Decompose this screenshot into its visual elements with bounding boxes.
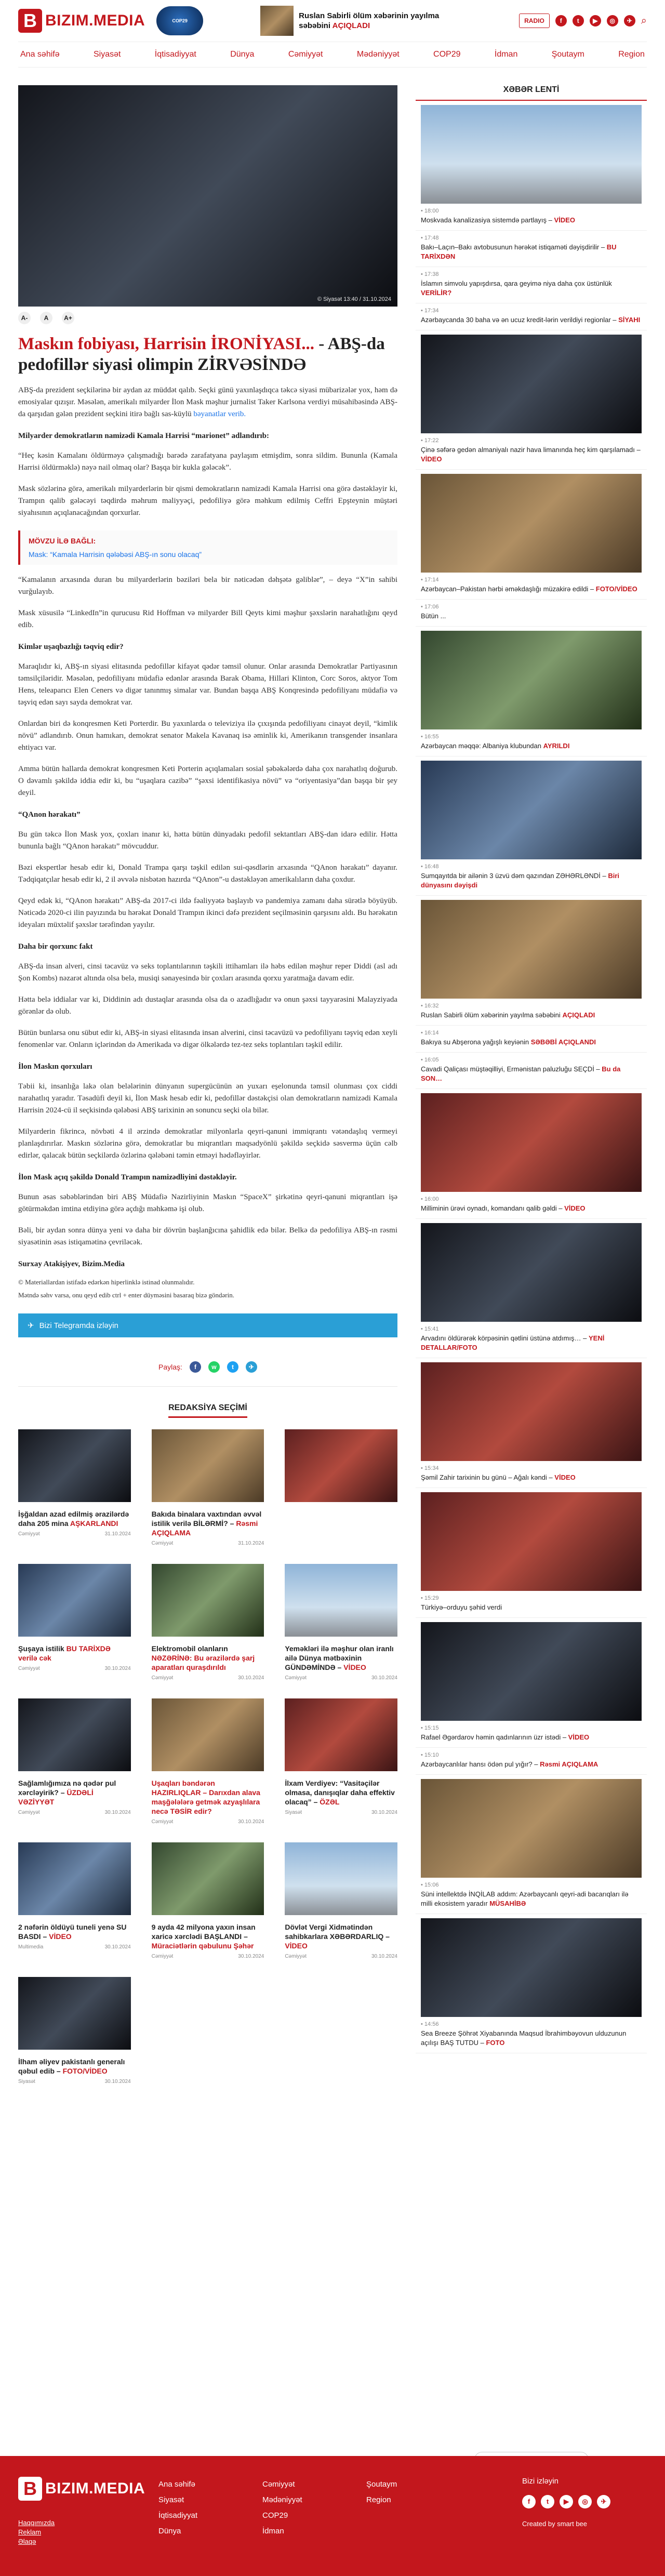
youtube-icon[interactable]: ▶ [560,2495,573,2508]
logo-text: BIZIM.MEDIA [45,12,145,29]
article-title: Maskın fobiyası, Harrisin İRONİYASI... - ABŞ-da pedofillər siyasi olimpin ZİRVƏSİNDƏ [18,335,385,374]
copyright-note: © Materiallardan istifadə edərkən hiperlinklə istinad olunmalıdır. [18,1278,195,1286]
editor-card[interactable] [18,1842,131,1959]
news-feed-item[interactable] [416,1026,647,1053]
card-category: Cəmiyyət [285,1954,307,1959]
paragraph: ABŞ-da prezident seçkilərinə bir aydan az müddət qalıb. Seçki günü yaxınlaşdıqca təkcə siyasi mübarizələr yox, həm də emosiyalar qızışır. Məsələn, amerikalı milyarder İlon Mask məşhur jurnalist Taker Karlsona verdiyi müsahibəsində ABŞ-da qarşıdan gələn prezident seçkini itirə bağlı sas-küylü bəyanatlar verib. [18,386,397,418]
card-date: 30.10.2024 [371,1954,397,1959]
news-feed-time: • 15:06 [421,1882,439,1888]
card-image [18,1698,131,1771]
paragraph: Bunun əsas səbəblərindən biri ABŞ Müdafiə Nazirliyinin Maskın “SpaceX” şirkətinə qeyri-qanuni miqrantları işə götürməkdən imtina etdiyinə görə açdığı məhkəmə işi olub. [18,1193,397,1213]
editor-card[interactable] [18,1977,131,2084]
card-title: Yeməkləri ilə məşhur olan iranlı ailə Dünya mətbəxinin GÜNDƏMİNDƏ – VİDEO [285,1644,394,1671]
news-feed-image [421,335,642,433]
share-label: Paylaş: [158,1363,182,1371]
logo-mark: B [18,9,42,33]
paragraph: Bəli, bir aydan sonra dünya yeni və daha bir dövrün başlanğıcına şahidlik edə bilər. Belkə də pedofiliya ABŞ-ın rəsmi siyasətinin əsas istiqamətinə çevriləcək. [18,1226,397,1246]
editor-card[interactable] [152,1842,264,1959]
article-author: Surxay Atakişiyev, Bizim.Media [18,1260,125,1268]
news-feed-title: Bakı–Laçın–Bakı avtobusunun hərəkət istiqaməti dəyişdirilir – BU TARİXDƏN [421,243,617,260]
paragraph: Hətta belə iddialar var ki, Diddinin adı dustaqlar arasında olsa da o azadlığadır və onun şəxsi tayyarəsini Malayziyada görənlər də olub. [18,995,397,1016]
footer-nav-item[interactable]: Siyasət [158,2495,184,2504]
news-feed-title: Bakıya su Abşerona yağışlı keyiənin SƏBƏBİ AÇIQLANDI [421,1038,596,1046]
instagram-icon[interactable]: ◎ [607,15,618,26]
news-feed-time: • 16:00 [421,1196,439,1202]
news-feed-title: Cavadi Qaliçası müştəqilliyi, Ermənistan paluzluğu SEÇDİ – Bu da SON… [421,1065,621,1082]
card-date: 31.10.2024 [238,1541,264,1546]
footer-brand [18,2477,158,2546]
news-feed-image [421,1492,642,1591]
card-category: Cəmiyyət [151,1675,174,1681]
telegram-icon: ✈ [28,1321,34,1330]
subheading: İlon Maskın qorxuları [18,1063,92,1071]
news-feed-item[interactable] [416,1618,647,1748]
card-category: Siyasət [18,2079,35,2084]
telegram-icon[interactable]: ✈ [624,15,635,26]
card-title: Uşaqları bəndərən HAZIRLIQLAR – Darıxdan alava maşğələlərə getmək azyaşlılara necə TƏSİR edir? [151,1779,260,1815]
header-actions [519,14,647,28]
news-feed-item[interactable] [416,231,647,267]
footer-social [522,2477,647,2546]
card-title: İşğaldan azad edilmiş ərazilərdə daha 205 mina AŞKARLANDI [18,1510,129,1528]
subheading: Milyarder demokratların namizədi Kamala Harrisi “marionet” adlandırıb: [18,432,270,440]
nav-item[interactable]: İqtisadiyyat [154,50,196,59]
related-link[interactable]: Mask: “Kamala Harrisin qələbəsi ABŞ-ın sonu olacaq” [29,550,202,559]
editor-card[interactable] [285,1842,397,1959]
news-feed-title: Sumqayıtda bir ailənin 3 üzvü dəm qazından ZƏHƏRLƏNDİ – Biri dünyasını dəyişdi [421,872,619,889]
news-feed-time: • 17:38 [421,271,439,277]
article-body [18,384,397,1301]
top-news-title: Ruslan Sabirli ölüm xəbərinin yayılma səbəbini AÇIQLADI [299,11,440,30]
news-feed-time: • 17:22 [421,437,439,444]
card-date: 31.10.2024 [104,1531,131,1537]
news-feed-time: • 15:41 [421,1326,439,1332]
font-decrease-button[interactable]: A- [18,312,31,324]
footer-nav-item[interactable]: Dünya [158,2527,181,2535]
news-feed-time: • 14:56 [421,2021,439,2027]
news-feed-image [421,1918,642,2017]
paragraph: Milyarderin fikrincə, növbəti 4 il ərzində demokratlar milyonlarla qeyri-qanuni immiqrantı vətəndaşlıq vermeyi planlaşdırırlar. Maskın sözlərinə görə, demokratlar bu miqrantları maqsadyönlü şəkildə seçkidə səsvermə üçün cəlb edirlər, qalacak bütün seçkilərdə özlərinə qələbəni təmin etməyi hədəfləyirlər. [18,1127,397,1160]
news-feed-title: Azərbaycanda 30 baha və ən ucuz kredit-lərin verildiyi regionlar – SİYAHI [421,316,641,324]
footer-column [262,2477,366,2546]
footer-column [158,2477,262,2546]
news-feed-item[interactable] [416,101,647,231]
instagram-icon[interactable]: ◎ [578,2495,592,2508]
news-feed-title: Çinə səfərə gedən almaniyalı nazir hava limanında heç kim qarşılamadı – VİDEO [421,446,641,463]
editor-card[interactable] [285,1698,397,1825]
card-title: Bakıda binalara vaxtından əvvəl istilik verilə BİLƏRMİ? – Rəsmi AÇIQLAMA [151,1510,262,1537]
footer-link[interactable]: Əlaqə [18,2538,36,2545]
paragraph: Bu gün təkcə İlon Mask yox, çoxları inanır ki, hətta bütün dünyadakı pedofil sektantları ABŞ-dan idarə edilir. Hətta bununla bağlı “QAnon hərakatı” mövcuddur. [18,830,397,851]
news-feed-time: • 17:34 [421,308,439,314]
paragraph: Amma bütün hallarda demokrat konqresmen Keti Porterin açıqlamaları sosial şəbəkələrdə daha çox narahatlıq doğurub. O dəvamlı şəkildə iddia edir ki, bu “uşaqlara cazibə” “şəxsi identifikasiya növü” və “oriyentasiya”dan başqa bir şey deyil. [18,765,397,797]
site-logo[interactable] [18,9,145,33]
telegram-share-icon[interactable]: ✈ [246,1361,257,1373]
footer-nav-item[interactable]: COP29 [262,2511,288,2520]
news-feed-heading: XƏBƏR LENTİ [416,85,647,101]
news-feed-title: Sea Breeze Şöhrət Xiyabanında Maqsud İbrahimbəyovun ulduzunun açılışı BAŞ TUTDU – FOTO [421,2029,627,2047]
paragraph: “Kamalanın arxasında duran bu milyarderlərin bəziləri bela bir nəticədən dəhşətə gəliblər”, – deyə “X”in sahibi vurğulayıb. [18,576,397,596]
card-image [18,1977,131,2050]
editor-card[interactable] [152,1698,264,1825]
card-date: 30.10.2024 [371,1810,397,1815]
card-date: 30.10.2024 [238,1954,264,1959]
news-feed-time: • 15:29 [421,1595,439,1601]
paragraph: Mask sözlərinə görə, amerikalı milyarderlərin bir qismi demokratların namizədi Kamala Harrisi ona görə dəstəkləyir ki, Trampın qalib gələcəyi təqdirdə məhrum maliyyəçi, pedofiliyə görə məhkum edilmiş Ceffri Epşteynin müştəri siyahısının açıqlanacağından qorxurlar. [18,485,397,517]
related-box [18,530,397,565]
news-feed-time: • 18:00 [421,208,439,214]
error-report-note: Mətndə səhv varsa, onu qeyd edib ctrl + enter düyməsini basaraq bizə göndərin. [18,1291,234,1299]
news-feed-title: Azərbaycan–Pakistan hərbi əməkdaşlığı müzakirə edildi – FOTO/VİDEO [421,585,637,593]
news-feed-image [421,1223,642,1322]
card-image [152,1842,264,1915]
news-feed-image [421,631,642,729]
news-feed-image [421,474,642,573]
news-feed-item[interactable] [416,1748,647,1775]
facebook-share-icon[interactable]: f [190,1361,201,1373]
top-news-image [260,6,294,36]
news-feed-time: • 16:55 [421,734,439,740]
editor-card[interactable] [18,1564,131,1681]
share-bar [18,1361,397,1387]
youtube-icon[interactable]: ▶ [590,15,601,26]
card-title: Dövlət Vergi Xidmətindən sahibkarlara XƏBƏRDARLIQ – VİDEO [285,1923,390,1950]
header [18,0,647,42]
card-category: Cəmiyyət [285,1675,307,1681]
telegram-icon[interactable]: ✈ [597,2495,610,2508]
news-feed [416,85,647,2467]
search-icon[interactable]: ⌕ [641,15,647,26]
news-feed-item[interactable] [416,896,647,1026]
news-feed-time: • 17:48 [421,235,439,241]
news-feed-item[interactable] [416,267,647,303]
footer-logo[interactable] [18,2477,158,2501]
twitter-share-icon[interactable]: t [227,1361,238,1373]
inline-link[interactable]: bəyanatlar verib. [193,410,246,418]
news-feed-image [421,1622,642,1721]
news-feed-time: • 15:10 [421,1752,439,1758]
created-by: Created by smart bee [522,2520,588,2528]
facebook-icon[interactable]: f [555,15,567,26]
news-feed-image [421,1779,642,1878]
news-feed-item[interactable] [416,1219,647,1358]
card-title: Şuşaya istilik BU TARİXDƏ verilə cək [18,1644,111,1662]
news-feed-item[interactable] [416,600,647,627]
news-feed-title: Bütün ... [421,612,446,620]
news-feed-list [416,101,647,2436]
news-feed-title: Rafael Əgərdarov həmin qadınlarının üzr istədi – VİDEO [421,1733,590,1741]
footer-logo-mark: B [18,2477,42,2501]
paragraph: Maraqlıdır ki, ABŞ-ın siyasi elitasında pedofillər kifayət qədər təmsil olunur. Onlar arasında Demokratlar Partiyasının təmsilçiləridir. Məsələn, pedofiliyanı müdafiə edənlər arasında Barak Obama, Hillari Klinton, Corc Soros, aktyor Tom Hens, teleaparıcı Elen Ceners və digər tanınmış simalar var. Bundan başqa ABŞ Konqresində pedofiliyanı müdafiə və təşviq edən sayı sayda demokrat var. [18,662,397,707]
news-feed-item[interactable] [416,1775,647,1914]
news-feed-time: • 16:48 [421,864,439,870]
card-image [18,1429,131,1502]
top-news[interactable] [260,6,447,36]
paragraph: Onlardan biri də konqresmen Keti Porterdir. Bu yaxınlarda o televiziya ilə çıxışında pedofiliyanı cinayət deyil, “kimlik növü” adlandırıb. Onun hamıkarı, demokrat senator Makela Kavanaq isə əminlik ki, Amerikanın transgender insanlara ehtiyacı var. [18,720,397,752]
nav-item[interactable]: Dünya [230,50,255,59]
telegram-follow-label: Bizi Telegramda izləyin [39,1321,118,1330]
footer [0,2456,665,2576]
editor-card[interactable] [285,1429,397,1546]
promo-badge[interactable]: COP29 [156,6,203,35]
news-feed-time: • 15:15 [421,1725,439,1731]
editor-choice-grid [18,1429,397,2084]
card-category: Cəmiyyət [18,1666,40,1671]
news-feed-image [421,900,642,999]
paragraph: Bütün bunlarsa onu sübut edir ki, ABŞ-in siyasi elitasında insan alverini, cinsi təcavüzü və pedofiliyanı təşviq edən xeyli fenomenlər var. Onların içlərindən də Amerikada və digər ölkələrdə tez-tez seks toplantıları təşkil edilir. [18,1029,397,1049]
paragraph: ABŞ-da insan alveri, cinsi təcavüz və seks toplantılarının təşkili ittihamları ilə həbs edilən məşhur reper Diddi (asl adı Şon Kombs) nəzarət altında olsa belə, musiqi sənayesində bir çoxları arasında qorxu yaratmağa davam edir. [18,962,397,982]
card-image [285,1429,397,1502]
subheading: “QAnon hərakatı” [18,811,81,819]
news-feed-title: İslamın simvolu yapışdırsa, qara geyimə niya daha çox üstünlük VERİLİR? [421,280,612,297]
card-category: Multimedia [18,1944,44,1950]
news-feed-item[interactable] [416,756,647,896]
news-feed-item[interactable] [416,627,647,756]
editor-choice-heading: REDAKSİYA SEÇİMİ [18,1403,397,1413]
facebook-icon[interactable]: f [522,2495,536,2508]
nav-item[interactable]: Region [618,50,645,59]
news-feed-time: • 15:34 [421,1465,439,1471]
editor-card[interactable] [152,1564,264,1681]
card-category: Cəmiyyət [18,1810,40,1815]
whatsapp-share-icon[interactable]: w [208,1361,220,1373]
article-hero-image [18,85,397,307]
footer-logo-text: BIZIM.MEDIA [45,2480,145,2497]
card-title: 2 nəfərin öldüyü tuneli yenə SU BASDI – VİDEO [18,1923,127,1941]
news-feed-title: Türkiyə–orduyu şəhid verdi [421,1603,502,1611]
footer-nav-item[interactable]: Ana səhifə [158,2480,195,2489]
subheading: Daha bir qorxunc fakt [18,942,93,951]
main-nav [18,42,647,68]
card-title: Sağlamlığımıza nə qədər pul xərcləyirik? – ÜZDƏLİ VƏZİYYƏT [18,1779,116,1806]
footer-nav-item[interactable]: Mədəniyyət [262,2495,302,2504]
news-feed-title: Azərbaycanlılar hansı ödən pul yığır? – Rəsmi AÇIQLAMA [421,1760,598,1768]
related-heading: MÖVZU İLƏ BAĞLI: [29,537,96,545]
news-feed-title: Moskvada kanalizasiya sistemdə partlayış – VİDEO [421,216,575,224]
footer-nav-item[interactable]: İqtisadiyyat [158,2511,198,2520]
card-image [18,1842,131,1915]
news-feed-item[interactable] [416,470,647,600]
card-date: 30.10.2024 [104,1810,131,1815]
card-date: 30.10.2024 [104,1944,131,1950]
twitter-icon[interactable]: t [573,15,584,26]
footer-links [18,2518,158,2546]
card-image [152,1564,264,1637]
nav-item[interactable]: Mədəniyyət [356,50,400,59]
news-feed-item[interactable] [416,1488,647,1618]
footer-nav-item[interactable]: Region [366,2495,391,2504]
card-image [152,1698,264,1771]
telegram-follow-button[interactable] [18,1313,397,1337]
card-category: Cəmiyyət [18,1531,40,1537]
card-date: 30.10.2024 [104,1666,131,1671]
news-feed-time: • 16:05 [421,1057,439,1063]
card-title: 9 ayda 42 milyona yaxın insan xaricə xərclədi BAŞLANDI – Müraciətlərin qəbulunu Şəhər [151,1923,256,1950]
news-feed-item[interactable] [416,1089,647,1219]
news-feed-image [421,105,642,204]
card-title: İlxam Verdiyev: “Vasitəçilər olmasa, danışıqlar daha effektiv olacaq” – ÖZƏL [285,1779,395,1806]
editor-card[interactable] [285,1564,397,1681]
news-feed-image [421,761,642,859]
paragraph: “Heç kəsin Kamalanı öldürməyə çalışmadığı barədə zarafatyana paylaşım etmişdim, sonra sildim. Bununla (Kamala Harrisi öldürməklə) nəyə nail olmaq olar? Başqa bir kukla gələcək”. [18,452,397,472]
card-category: Cəmiyyət [151,1541,174,1546]
follow-label: Bizi izləyin [522,2477,559,2486]
twitter-icon[interactable]: t [541,2495,554,2508]
font-increase-button[interactable]: A+ [62,312,74,324]
news-feed-time: • 17:06 [421,604,439,610]
font-reset-button[interactable]: A [40,312,52,324]
news-feed-title: Şəmil Zahir tarixinin bu günü – Ağalı kəndi – VİDEO [421,1473,576,1481]
article-column [18,85,397,2467]
card-image [18,1564,131,1637]
card-title: İlham əliyev pakistanlı generalı qəbul edib – FOTO/VİDEO [18,2057,125,2075]
nav-item[interactable]: Siyasət [93,50,121,59]
paragraph: Qeyd edək ki, “QAnon hərakatı” ABŞ-da 2017-ci ildə fəaliyyətə başlayıb və pandemiya zamanı daha sürətlə böyüyüb. Nəticədə 2020-ci ilin payızında bu hərəkat Donald Trampın ikinci dəfə prezident seçilməsinin qarşısını aldı. Bu hərəkatın ideyaları müxtəlif şəxslər tərəfindən yayılır. [18,897,397,929]
editor-card[interactable] [152,1429,264,1546]
editor-card[interactable] [18,1698,131,1825]
subheading: Kimlər uşaqbazlığı təqviq edir? [18,643,124,651]
news-feed-item[interactable] [416,1053,647,1089]
card-date: 30.10.2024 [104,2079,131,2084]
card-image [285,1698,397,1771]
card-image [285,1564,397,1637]
news-feed-time: • 16:32 [421,1003,439,1009]
editor-card[interactable] [18,1429,131,1546]
news-feed-item[interactable] [416,1914,647,2053]
card-category: Siyasət [285,1810,302,1815]
paragraph: Bəzi ekspertlər hesab edir ki, Donald Trampa qarşı təşkil edilən sui-qəsdlərin arxasında “QAnon hərakatı” dayanır. Tədqiqatçılar hesab edir ki, 2 il əvvələ nisbətən hazırda “QAnon”-u dəstəkləyən amerikalıların daha çoxdur. [18,864,397,884]
image-caption: © Siyasət 13:40 / 31.10.2024 [317,296,391,302]
news-feed-title: Azərbaycan məqqə: Albaniya klubundan AYRILDI [421,742,570,750]
nav-item[interactable]: Ana səhifə [20,50,60,59]
news-feed-image [421,1362,642,1461]
footer-column [366,2477,470,2546]
card-image [152,1429,264,1502]
radio-button[interactable]: RADIO [519,14,550,28]
news-feed-item[interactable] [416,1358,647,1488]
news-feed-time: • 16:14 [421,1030,439,1036]
news-feed-image [421,1093,642,1192]
news-feed-item[interactable] [416,330,647,470]
news-feed-title: Ruslan Sabirli ölüm xəbərinin yayılma səbəbini AÇIQLADI [421,1011,595,1019]
nav-item[interactable]: Cəmiyyət [288,50,323,59]
subheading: İlon Mask açıq şəkildə Donald Trampın namizədliyini dəstəkləyir. [18,1173,237,1181]
paragraph: Təbii ki, insanlığa lakə olan belələrinin dünyanın supergücünün ən yuxarı eşelonunda təmsil olunması çox ciddi narahatlıq yaradır. Təsadüfi deyil ki, İlon Mask hesab edir ki, pedofillər dəstəkçisi olan demokratların namizədi Kamala Harrisin 2024-cü il seçkisində qələbəsi ABŞ tarixinin ən sonuncu seçki ola bilər. [18,1082,397,1114]
news-feed-title: Arvadını öldürərək körpəsinin qətlini üstünə atdımış… – YENİ DETALLAR/FOTO [421,1334,605,1351]
card-category: Cəmiyyət [151,1954,174,1959]
nav-item[interactable]: COP29 [433,50,461,59]
news-feed-title: Milliminin ürəvi oynadı, komandanı qalib gəldi – VİDEO [421,1204,586,1212]
card-title: Elektromobil olanların NƏZƏRİNƏ: Bu ərazilərdə şarj aparatları quraşdırıldı [151,1644,255,1671]
footer-link[interactable]: Reklam [18,2528,42,2536]
font-size-controls [18,312,397,324]
footer-link[interactable]: Haqqımızda [18,2519,55,2527]
footer-nav-item[interactable]: Şoutaym [366,2480,397,2489]
paragraph: Mask xüsusilə “LinkedIn”in qurucusu Rid Hoffman və milyarder Bill Qeyts kimi məşhur şəxslərin narahatlığını qeyd edib. [18,609,397,629]
card-date: 30.10.2024 [238,1675,264,1681]
card-date: 30.10.2024 [238,1819,264,1825]
card-image [285,1842,397,1915]
news-feed-item[interactable] [416,303,647,330]
card-category: Cəmiyyət [151,1819,174,1825]
nav-item[interactable]: Şoutaym [551,50,584,59]
footer-nav-item[interactable]: İdman [262,2527,284,2535]
footer-nav-item[interactable]: Cəmiyyət [262,2480,295,2489]
news-feed-time: • 17:14 [421,577,439,583]
nav-item[interactable]: İdman [494,50,518,59]
news-feed-title: Süni intellektdə İNQİLAB addım: Azərbaycanlı qeyri-adi bacarıqları ilə milli ekosistem yaradır MÜSAHİBƏ [421,1890,629,1907]
card-date: 30.10.2024 [371,1675,397,1681]
